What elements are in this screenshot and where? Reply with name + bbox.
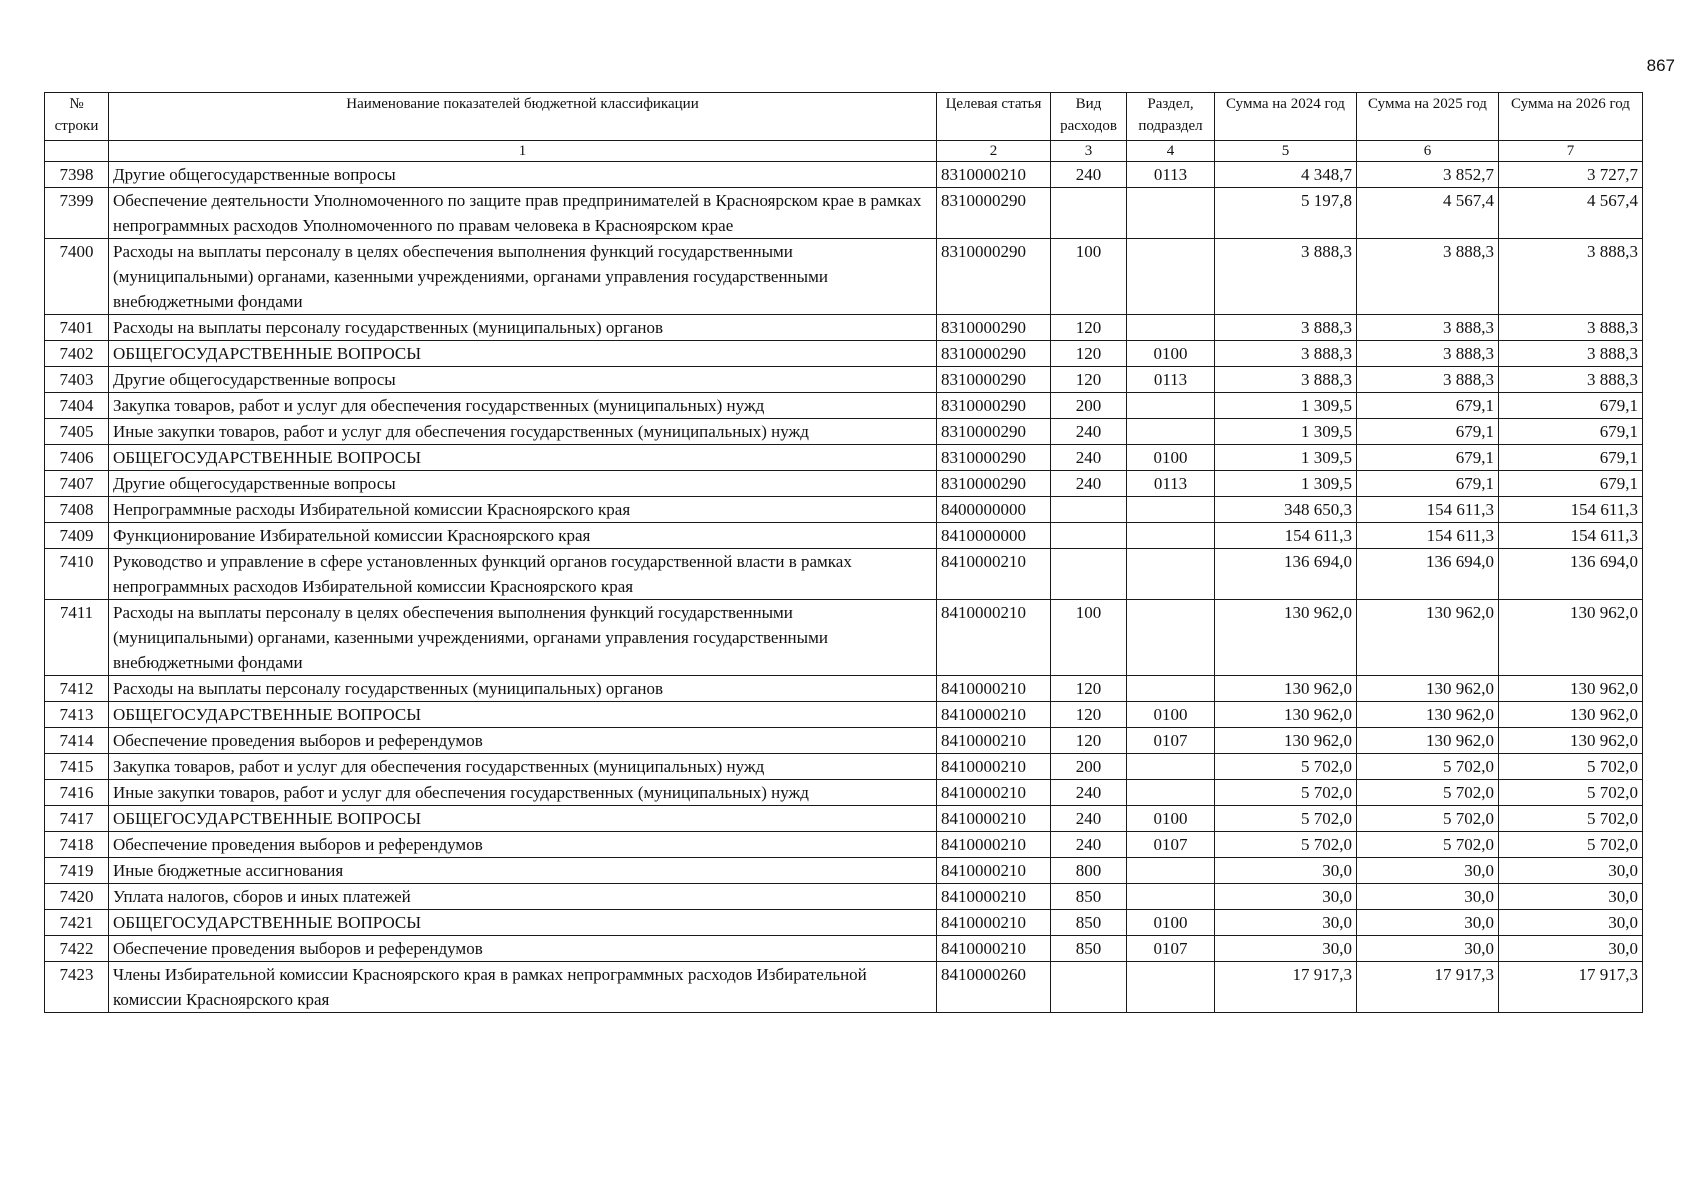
row-section: 0100 [1127,445,1215,471]
row-target-code: 8410000000 [937,523,1051,549]
row-expense-kind: 240 [1051,806,1127,832]
row-number: 7400 [45,239,109,315]
row-section [1127,754,1215,780]
row-section: 0100 [1127,910,1215,936]
row-number: 7412 [45,676,109,702]
row-name: Члены Избирательной комиссии Красноярского края в рамках непрограммных расходов Избирательной комиссии Красноярского края [109,962,937,1013]
row-section [1127,188,1215,239]
row-number: 7410 [45,549,109,600]
row-sum-2026: 154 611,3 [1499,523,1643,549]
row-target-code: 8310000210 [937,162,1051,188]
row-sum-2024: 3 888,3 [1215,239,1357,315]
row-expense-kind [1051,497,1127,523]
row-number: 7414 [45,728,109,754]
row-expense-kind: 800 [1051,858,1127,884]
row-expense-kind: 240 [1051,419,1127,445]
row-expense-kind: 120 [1051,676,1127,702]
row-section: 0113 [1127,367,1215,393]
row-sum-2025: 154 611,3 [1357,497,1499,523]
header-section: Раздел, подраздел [1127,93,1215,141]
row-name: Расходы на выплаты персоналу в целях обеспечения выполнения функций государственными (муниципальными) органами, казенными учреждениями, органами управления государственными внебюджетными фондами [109,239,937,315]
row-sum-2025: 17 917,3 [1357,962,1499,1013]
row-number: 7398 [45,162,109,188]
row-sum-2025: 30,0 [1357,884,1499,910]
row-name: Иные закупки товаров, работ и услуг для обеспечения государственных (муниципальных) нужд [109,419,937,445]
row-sum-2026: 4 567,4 [1499,188,1643,239]
table-row [45,445,1643,471]
table-row [45,884,1643,910]
row-section [1127,676,1215,702]
row-section [1127,962,1215,1013]
row-name: Иные бюджетные ассигнования [109,858,937,884]
row-number: 7421 [45,910,109,936]
row-sum-2025: 3 888,3 [1357,239,1499,315]
table-row [45,239,1643,315]
row-expense-kind: 120 [1051,702,1127,728]
row-name: Другие общегосударственные вопросы [109,367,937,393]
row-target-code: 8310000290 [937,367,1051,393]
row-section [1127,549,1215,600]
row-sum-2026: 130 962,0 [1499,676,1643,702]
column-number: 7 [1499,141,1643,162]
row-sum-2025: 130 962,0 [1357,728,1499,754]
column-number: 6 [1357,141,1499,162]
column-number: 5 [1215,141,1357,162]
row-sum-2024: 130 962,0 [1215,676,1357,702]
row-target-code: 8410000210 [937,832,1051,858]
row-sum-2025: 4 567,4 [1357,188,1499,239]
row-expense-kind: 200 [1051,393,1127,419]
row-name: ОБЩЕГОСУДАРСТВЕННЫЕ ВОПРОСЫ [109,341,937,367]
row-sum-2025: 130 962,0 [1357,702,1499,728]
row-section [1127,523,1215,549]
row-expense-kind: 120 [1051,728,1127,754]
table-row [45,910,1643,936]
row-number: 7420 [45,884,109,910]
row-section [1127,858,1215,884]
row-target-code: 8310000290 [937,341,1051,367]
column-number-blank [45,141,109,162]
row-sum-2024: 1 309,5 [1215,419,1357,445]
row-expense-kind [1051,188,1127,239]
row-section [1127,884,1215,910]
row-section: 0107 [1127,728,1215,754]
row-target-code: 8310000290 [937,239,1051,315]
row-number: 7415 [45,754,109,780]
row-sum-2024: 136 694,0 [1215,549,1357,600]
row-sum-2025: 5 702,0 [1357,780,1499,806]
row-name: Расходы на выплаты персоналу в целях обеспечения выполнения функций государственными (муниципальными) органами, казенными учреждениями, органами управления государственными внебюджетными фондами [109,600,937,676]
row-target-code: 8410000210 [937,936,1051,962]
row-expense-kind: 100 [1051,600,1127,676]
row-sum-2025: 679,1 [1357,393,1499,419]
row-sum-2025: 679,1 [1357,445,1499,471]
table-row [45,367,1643,393]
row-sum-2024: 5 702,0 [1215,806,1357,832]
row-expense-kind: 240 [1051,471,1127,497]
row-number: 7418 [45,832,109,858]
row-expense-kind: 850 [1051,910,1127,936]
row-sum-2026: 3 888,3 [1499,341,1643,367]
row-sum-2026: 30,0 [1499,858,1643,884]
table-row [45,471,1643,497]
row-name: Обеспечение проведения выборов и референдумов [109,936,937,962]
table-row [45,702,1643,728]
row-sum-2024: 17 917,3 [1215,962,1357,1013]
row-target-code: 8310000290 [937,393,1051,419]
row-number: 7416 [45,780,109,806]
row-sum-2025: 3 888,3 [1357,341,1499,367]
row-number: 7406 [45,445,109,471]
row-expense-kind: 240 [1051,445,1127,471]
row-expense-kind [1051,962,1127,1013]
row-sum-2025: 30,0 [1357,858,1499,884]
row-sum-2026: 30,0 [1499,936,1643,962]
row-target-code: 8310000290 [937,315,1051,341]
row-name: Другие общегосударственные вопросы [109,471,937,497]
row-name: Иные закупки товаров, работ и услуг для обеспечения государственных (муниципальных) нужд [109,780,937,806]
row-target-code: 8410000210 [937,858,1051,884]
row-sum-2024: 1 309,5 [1215,471,1357,497]
row-sum-2026: 679,1 [1499,445,1643,471]
row-target-code: 8410000210 [937,549,1051,600]
row-sum-2024: 5 197,8 [1215,188,1357,239]
row-sum-2026: 679,1 [1499,393,1643,419]
row-expense-kind: 200 [1051,754,1127,780]
table-row [45,188,1643,239]
row-name: Обеспечение проведения выборов и референдумов [109,728,937,754]
row-sum-2026: 5 702,0 [1499,832,1643,858]
row-sum-2024: 3 888,3 [1215,341,1357,367]
row-expense-kind: 240 [1051,780,1127,806]
row-sum-2026: 130 962,0 [1499,702,1643,728]
row-target-code: 8310000290 [937,471,1051,497]
row-target-code: 8310000290 [937,445,1051,471]
table-row [45,162,1643,188]
column-number: 4 [1127,141,1215,162]
row-name: Закупка товаров, работ и услуг для обеспечения государственных (муниципальных) нужд [109,393,937,419]
row-sum-2026: 30,0 [1499,884,1643,910]
row-target-code: 8310000290 [937,188,1051,239]
row-number: 7405 [45,419,109,445]
row-expense-kind [1051,549,1127,600]
table-row [45,676,1643,702]
row-sum-2024: 1 309,5 [1215,393,1357,419]
row-sum-2026: 154 611,3 [1499,497,1643,523]
budget-table [44,92,1643,1013]
header-kind: Вид расходов [1051,93,1127,141]
row-sum-2025: 5 702,0 [1357,754,1499,780]
row-sum-2025: 3 852,7 [1357,162,1499,188]
row-sum-2026: 679,1 [1499,471,1643,497]
row-sum-2026: 3 727,7 [1499,162,1643,188]
row-number: 7413 [45,702,109,728]
row-sum-2024: 3 888,3 [1215,315,1357,341]
row-sum-2024: 130 962,0 [1215,600,1357,676]
row-number: 7419 [45,858,109,884]
row-expense-kind: 850 [1051,884,1127,910]
row-target-code: 8410000210 [937,702,1051,728]
row-expense-kind [1051,523,1127,549]
row-sum-2026: 130 962,0 [1499,728,1643,754]
row-sum-2026: 3 888,3 [1499,367,1643,393]
row-name: Уплата налогов, сборов и иных платежей [109,884,937,910]
row-target-code: 8410000210 [937,754,1051,780]
table-row [45,419,1643,445]
row-target-code: 8410000210 [937,910,1051,936]
row-sum-2024: 154 611,3 [1215,523,1357,549]
row-sum-2026: 3 888,3 [1499,315,1643,341]
header-row-no: № строки [45,93,109,141]
row-section [1127,393,1215,419]
row-sum-2025: 154 611,3 [1357,523,1499,549]
row-number: 7417 [45,806,109,832]
column-number: 1 [109,141,937,162]
row-target-code: 8410000210 [937,806,1051,832]
row-section: 0100 [1127,702,1215,728]
table-row [45,754,1643,780]
row-number: 7408 [45,497,109,523]
header-sum-2025: Сумма на 2025 год [1357,93,1499,141]
row-expense-kind: 120 [1051,315,1127,341]
row-sum-2024: 5 702,0 [1215,754,1357,780]
row-section: 0107 [1127,832,1215,858]
row-number: 7422 [45,936,109,962]
row-sum-2024: 3 888,3 [1215,367,1357,393]
row-name: Обеспечение деятельности Уполномоченного по защите прав предпринимателей в Красноярском крае в рамках непрограммных расходов Уполномоченного по правам человека в Красноярском крае [109,188,937,239]
row-name: ОБЩЕГОСУДАРСТВЕННЫЕ ВОПРОСЫ [109,702,937,728]
row-expense-kind: 850 [1051,936,1127,962]
row-section [1127,239,1215,315]
row-sum-2025: 30,0 [1357,910,1499,936]
table-row [45,832,1643,858]
row-sum-2024: 348 650,3 [1215,497,1357,523]
table-row [45,393,1643,419]
row-number: 7409 [45,523,109,549]
row-sum-2024: 5 702,0 [1215,780,1357,806]
row-name: Расходы на выплаты персоналу государственных (муниципальных) органов [109,315,937,341]
row-number: 7403 [45,367,109,393]
row-number: 7401 [45,315,109,341]
row-target-code: 8410000260 [937,962,1051,1013]
table-row [45,315,1643,341]
table-row [45,549,1643,600]
row-section: 0107 [1127,936,1215,962]
row-sum-2024: 30,0 [1215,884,1357,910]
row-sum-2026: 136 694,0 [1499,549,1643,600]
row-section [1127,315,1215,341]
row-section [1127,600,1215,676]
row-name: ОБЩЕГОСУДАРСТВЕННЫЕ ВОПРОСЫ [109,806,937,832]
header-sum-2026: Сумма на 2026 год [1499,93,1643,141]
row-target-code: 8410000210 [937,884,1051,910]
row-name: ОБЩЕГОСУДАРСТВЕННЫЕ ВОПРОСЫ [109,445,937,471]
row-section [1127,497,1215,523]
row-sum-2024: 30,0 [1215,858,1357,884]
row-sum-2025: 3 888,3 [1357,315,1499,341]
row-sum-2024: 1 309,5 [1215,445,1357,471]
row-expense-kind: 120 [1051,367,1127,393]
row-target-code: 8410000210 [937,676,1051,702]
row-name: ОБЩЕГОСУДАРСТВЕННЫЕ ВОПРОСЫ [109,910,937,936]
header-sum-2024: Сумма на 2024 год [1215,93,1357,141]
table-row [45,600,1643,676]
table-header [45,93,1643,162]
row-target-code: 8310000290 [937,419,1051,445]
table-row [45,780,1643,806]
row-sum-2025: 5 702,0 [1357,832,1499,858]
row-name: Расходы на выплаты персоналу государственных (муниципальных) органов [109,676,937,702]
table-row [45,728,1643,754]
row-section [1127,419,1215,445]
row-sum-2025: 5 702,0 [1357,806,1499,832]
table-row [45,806,1643,832]
column-number: 2 [937,141,1051,162]
row-sum-2025: 136 694,0 [1357,549,1499,600]
row-number: 7407 [45,471,109,497]
header-name: Наименование показателей бюджетной классификации [109,93,937,141]
row-expense-kind: 240 [1051,832,1127,858]
page-number: 867 [1646,56,1675,75]
row-sum-2026: 17 917,3 [1499,962,1643,1013]
table-body [45,162,1643,1013]
table-row [45,858,1643,884]
row-sum-2025: 3 888,3 [1357,367,1499,393]
table-row [45,936,1643,962]
row-target-code: 8410000210 [937,728,1051,754]
row-sum-2024: 130 962,0 [1215,702,1357,728]
row-sum-2026: 3 888,3 [1499,239,1643,315]
row-number: 7404 [45,393,109,419]
table-row [45,341,1643,367]
row-number: 7399 [45,188,109,239]
row-section: 0100 [1127,341,1215,367]
row-target-code: 8410000210 [937,600,1051,676]
row-sum-2024: 130 962,0 [1215,728,1357,754]
row-name: Функционирование Избирательной комиссии Красноярского края [109,523,937,549]
row-sum-2025: 30,0 [1357,936,1499,962]
column-number-row [45,141,1643,162]
row-name: Другие общегосударственные вопросы [109,162,937,188]
row-sum-2024: 30,0 [1215,910,1357,936]
row-name: Закупка товаров, работ и услуг для обеспечения государственных (муниципальных) нужд [109,754,937,780]
row-expense-kind: 240 [1051,162,1127,188]
row-sum-2026: 30,0 [1499,910,1643,936]
row-target-code: 8400000000 [937,497,1051,523]
row-sum-2024: 30,0 [1215,936,1357,962]
header-target: Целевая статья [937,93,1051,141]
row-section: 0113 [1127,162,1215,188]
row-sum-2025: 130 962,0 [1357,600,1499,676]
row-name: Непрограммные расходы Избирательной комиссии Красноярского края [109,497,937,523]
row-sum-2026: 130 962,0 [1499,600,1643,676]
row-sum-2026: 5 702,0 [1499,780,1643,806]
row-name: Руководство и управление в сфере установленных функций органов государственной власти в рамках непрограммных расходов Избирательной комиссии Красноярского края [109,549,937,600]
row-target-code: 8410000210 [937,780,1051,806]
row-number: 7411 [45,600,109,676]
row-sum-2024: 5 702,0 [1215,832,1357,858]
row-number: 7423 [45,962,109,1013]
row-section [1127,780,1215,806]
row-expense-kind: 100 [1051,239,1127,315]
row-sum-2026: 5 702,0 [1499,806,1643,832]
row-sum-2026: 5 702,0 [1499,754,1643,780]
row-sum-2024: 4 348,7 [1215,162,1357,188]
row-section: 0113 [1127,471,1215,497]
row-section: 0100 [1127,806,1215,832]
row-sum-2025: 679,1 [1357,471,1499,497]
row-expense-kind: 120 [1051,341,1127,367]
row-sum-2025: 679,1 [1357,419,1499,445]
column-number: 3 [1051,141,1127,162]
row-sum-2025: 130 962,0 [1357,676,1499,702]
table-row [45,523,1643,549]
row-name: Обеспечение проведения выборов и референдумов [109,832,937,858]
row-sum-2026: 679,1 [1499,419,1643,445]
table-row [45,962,1643,1013]
row-number: 7402 [45,341,109,367]
table-row [45,497,1643,523]
